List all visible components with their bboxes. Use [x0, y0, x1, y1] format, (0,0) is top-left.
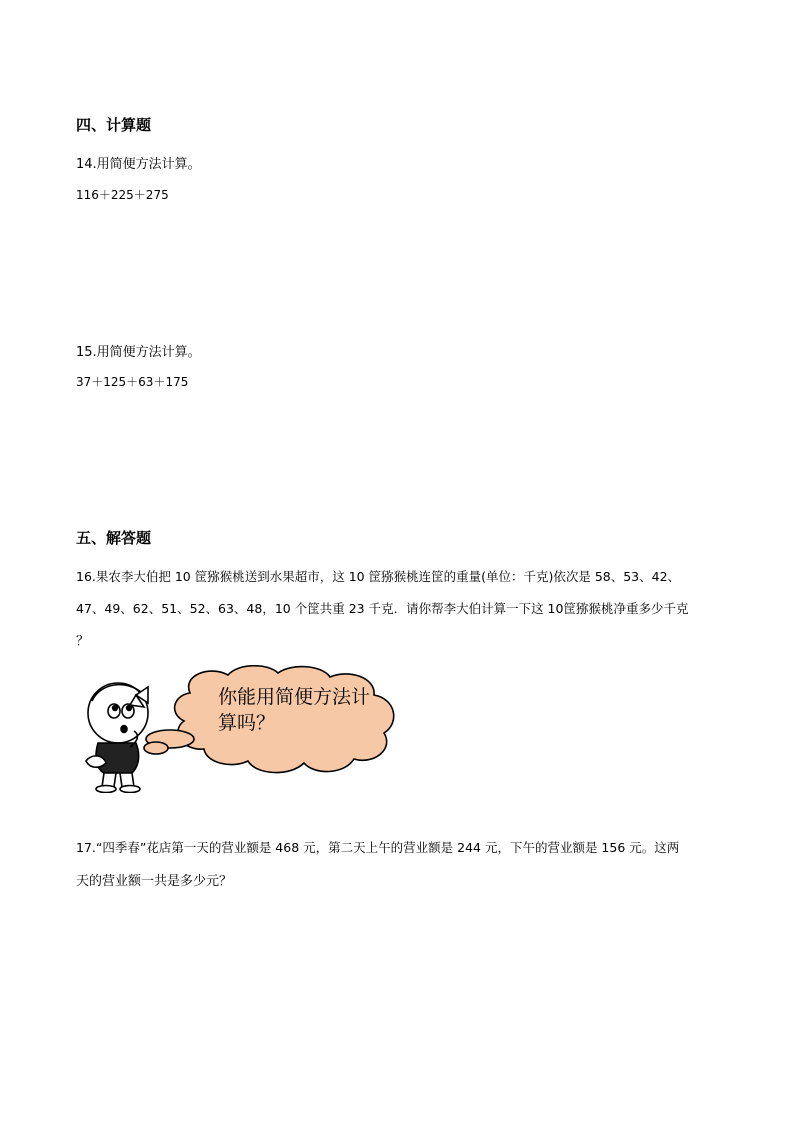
question-17-line-1: 17.“四季春”花店第一天的营业额是 468 元，第二天上午的营业额是 244 元，下午的营业额是 156 元。这两	[76, 840, 680, 855]
question-14-expression: 116＋225＋275	[76, 188, 169, 202]
section-heading-calculation: 四、计算题	[76, 116, 152, 134]
question-16-line-1: 16.果农李大伯把 10 筐猕猴桃送到水果超市，这 10 筐猕猴桃连筐的重量(单位：千克)依次是 58、53、42、	[76, 569, 681, 584]
question-16-line-2: 47、49、62、51、52、63、48，10 个筐共重 23 千克．请你帮李大伯计算一下这 10筐猕猴桃净重多少千克	[76, 601, 689, 616]
question-16-line-3: ？	[76, 634, 90, 649]
bubble-text: 你能用简便方法计算吗？	[218, 686, 371, 734]
question-15-expression: 37＋125＋63＋175	[76, 375, 189, 389]
question-17-line-2: 天的营业额一共是多少元？	[76, 874, 233, 889]
kid-figure	[86, 683, 148, 793]
section-heading-answers: 五、解答题	[76, 529, 152, 547]
question-15-title: 15.用简便方法计算。	[76, 345, 201, 360]
question-14-title: 14.用简便方法计算。	[76, 157, 201, 172]
